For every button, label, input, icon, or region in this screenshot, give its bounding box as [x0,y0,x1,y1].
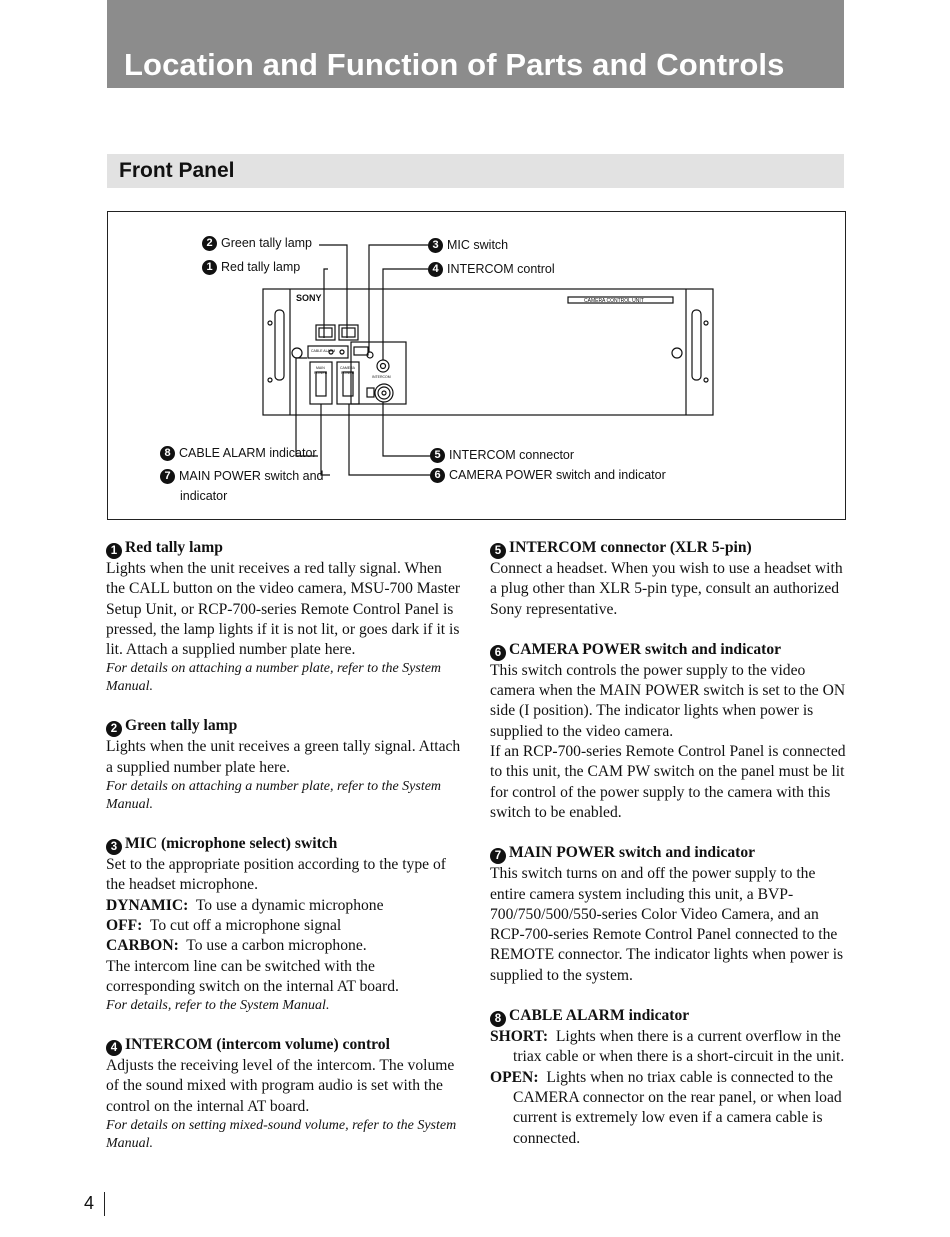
open-item: OPEN: Lights when no triax cable is connected to the CAMERA connector on the rear panel, or when load current is extremely low even if a camera cable is connected. [490,1068,842,1147]
callout-cable-alarm: 8 CABLE ALARM indicator [160,446,317,461]
cable-alarm-label: CABLE ALARM [311,349,336,353]
callout-intercom-control: 4 INTERCOM control [428,262,555,277]
page-title: Location and Function of Parts and Controls [124,47,785,82]
section-intercom-control [106,1035,461,1153]
callout-red-tally: 1 Red tally lamp [202,260,300,275]
front-panel-figure [107,211,846,520]
section-heading: 4 INTERCOM (intercom volume) control [106,1035,461,1056]
off-item: OFF: To cut off a microphone signal [106,916,342,934]
callout-intercom-connector: 5 INTERCOM connector [430,448,574,463]
left-screw [292,348,302,358]
section-heading: 3 MIC (microphone select) switch [106,834,461,855]
section-heading: 2 Green tally lamp [106,716,461,737]
left-handle [275,310,284,380]
left-column [106,538,461,1173]
short-item: SHORT: Lights when there is a current overflow in the triax cable or when there is a short-circuit in the unit. [490,1028,845,1066]
section-body: This switch turns on and off the power supply to the entire camera system including this unit, a BVP-700/750/500/550-series Color Video Camera, and an RCP-700-series Remote Control Panel connected to the REMOTE connector. The indicator lights when power is supplied to the system. [490,865,844,984]
camera-label: CAMERA [340,366,355,370]
section-note: For details on setting mixed-sound volume, refer to the System Manual. [106,1118,457,1152]
main-power-label: POWER [314,371,328,375]
section-heading: 8 CABLE ALARM indicator [490,1006,850,1027]
section-green-tally [106,716,461,814]
callout-camera-power: 6 CAMERA POWER switch and indicator [430,468,666,483]
section-note: For details, refer to the System Manual. [106,998,330,1014]
section-body: This switch controls the power supply to the video camera when the MAIN POWER switch is set to the ON side (I position). The indicator lights when power is supplied to the video camera. [490,661,846,740]
section-body: Lights when the unit receives a red tally signal. When the CALL button on the video camera, MSU-700 Master Setup Unit, or RCP-700-series Remote Control Panel is pressed, the lamp lights if it is not lit, or goes dark if it is lit. Attach a supplied number plate here. [106,560,461,659]
title-banner [107,0,844,88]
section-main-power [490,843,850,986]
page-number: 4 [84,1193,95,1213]
camera-power-label: POWER [341,371,355,375]
section-title: Front Panel [119,159,235,182]
section-heading: 1 Red tally lamp [106,538,461,559]
right-handle [692,310,701,380]
section-intercom-connector [490,538,850,620]
section-body: Adjusts the receiving level of the intercom. The volume of the sound mixed with program audio is set with the control on the internal AT board. [106,1057,455,1115]
section-note: For details on attaching a number plate, refer to the System Manual. [106,661,442,695]
right-column [490,538,850,1169]
section-camera-power [490,640,850,823]
dynamic-item: DYNAMIC: To use a dynamic microphone [106,896,384,914]
section-body: The intercom line can be switched with the corresponding switch on the internal AT board. [106,957,399,995]
section-note: For details on attaching a number plate, refer to the System Manual. [106,779,442,813]
section-heading: 5 INTERCOM connector (XLR 5-pin) [490,538,850,559]
model-label: CAMERA CONTROL UNIT [584,298,644,304]
right-screw [672,348,682,358]
section-heading: 7 MAIN POWER switch and indicator [490,843,850,864]
section-banner [107,154,844,188]
section-cable-alarm [490,1006,850,1149]
section-body: Lights when the unit receives a green tally signal. Attach a supplied number plate here. [106,738,461,776]
section-body: If an RCP-700-series Remote Control Panel is connected to this unit, the CAM PW switch on the panel must be lit for control of the power supply to the camera with this switch to be enabled. [490,743,846,821]
section-heading: 6 CAMERA POWER switch and indicator [490,640,850,661]
page-number-rule [104,1192,105,1216]
callout-mic-switch: 3 MIC switch [428,238,508,253]
callout-main-power: 7 MAIN POWER switch and indicator [160,469,323,504]
section-mic-switch [106,834,461,1015]
main-label: MAIN [316,366,325,370]
intercom-control [377,360,389,372]
section-red-tally [106,538,461,696]
intercom-label: INTERCOM [372,375,391,379]
section-body: Set to the appropriate position according to the type of the headset microphone. [106,856,446,894]
carbon-item: CARBON: To use a carbon microphone. [106,937,367,955]
brand-logo: SONY [296,293,322,303]
section-body: Connect a headset. When you wish to use a headset with a plug other than XLR 5-pin type, consult an authorized Sony representative. [490,560,843,618]
callout-green-tally: 2 Green tally lamp [202,236,312,251]
